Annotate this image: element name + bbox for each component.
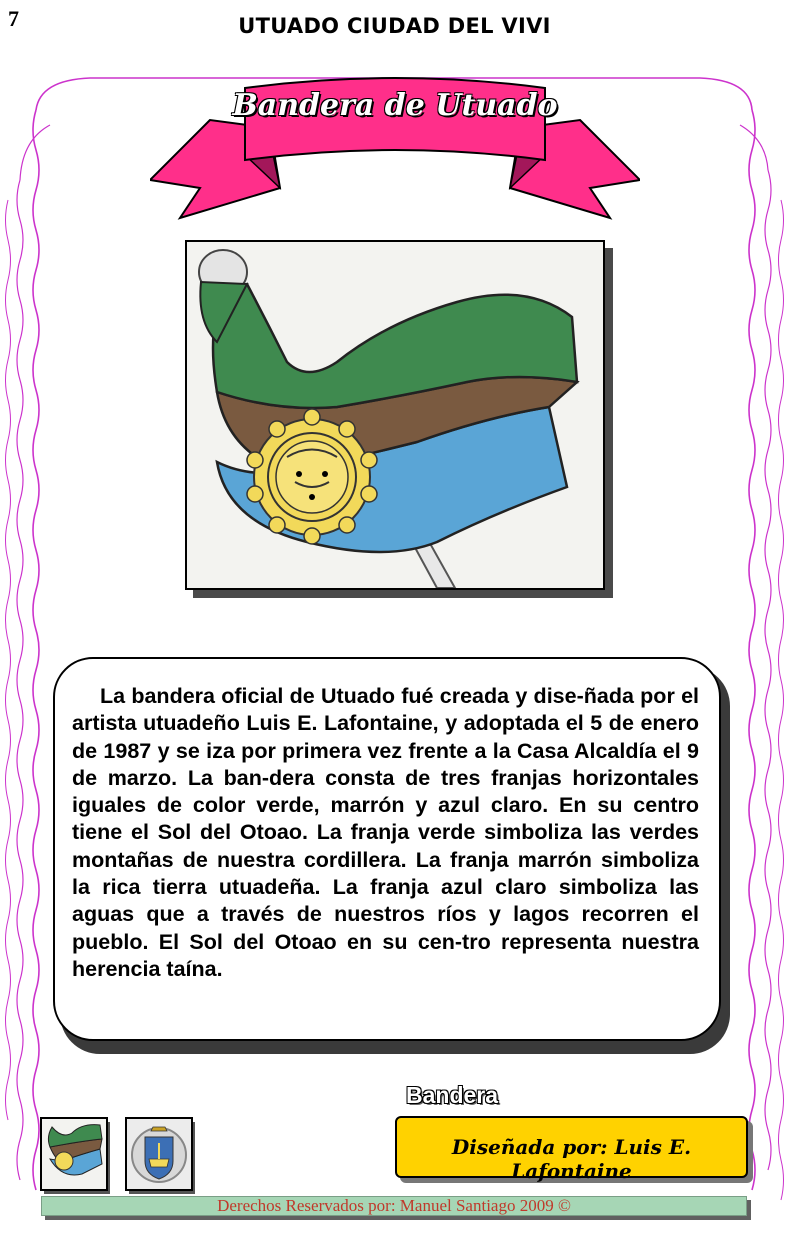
designer-text: Diseñada por: Luis E. Lafontaine bbox=[451, 1135, 692, 1183]
page-number: 7 bbox=[8, 6, 19, 31]
copyright-text: Derechos Reservados por: Manuel Santiago 2009 © bbox=[217, 1196, 571, 1215]
bandera-label: Bandera bbox=[406, 1082, 499, 1108]
header-title: UTUADO CIUDAD DEL VIVI bbox=[238, 14, 551, 38]
description-text: La bandera oficial de Utuado fué creada y dise-ñada por el artista utuadeño Luis E. Lafontaine, y adoptada el 5 de enero de 1987 y se iza por primera vez frente a la Casa Alcaldía el 9 de marzo. La ban-dera consta de tres franjas horizontales iguales de color verde, marrón y azul claro. En su centro tiene el Sol del Otoao. La franja verde simboliza las verdes montañas de nuestra cordillera. La franja marrón simboliza la rica tierra utuadeña. La franja azul claro simboliza las aguas que a través de nuestros ríos y lagos recorren el pueblo. El Sol del Otoao en su cen-tro representa nuestra herencia taína. bbox=[72, 684, 699, 981]
flag-thumbnail bbox=[40, 1117, 108, 1191]
description-box bbox=[53, 657, 721, 1041]
coat-of-arms-thumbnail bbox=[125, 1117, 193, 1191]
flag-photo bbox=[185, 240, 605, 590]
utuado-flag-illustration bbox=[187, 242, 603, 588]
banner-title: Bandera de Utuado bbox=[232, 88, 558, 123]
